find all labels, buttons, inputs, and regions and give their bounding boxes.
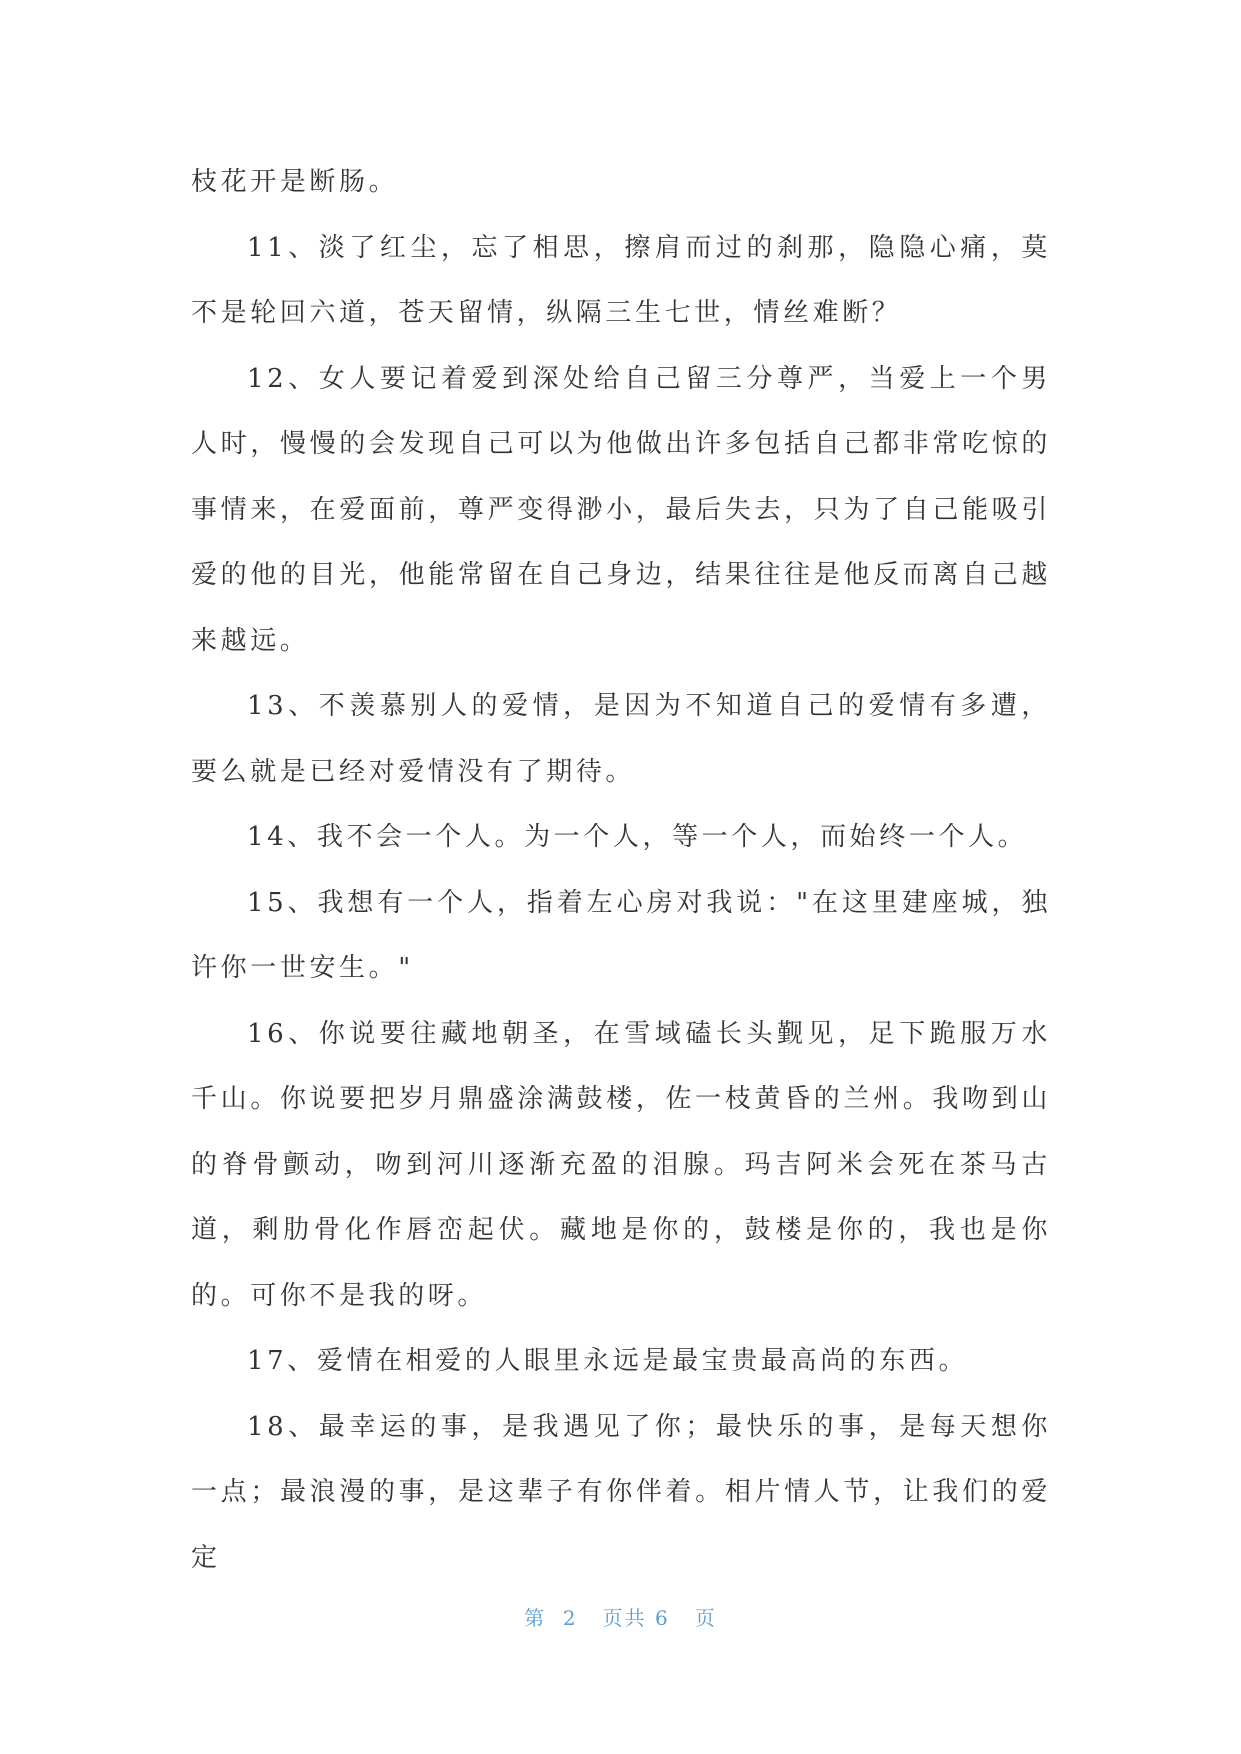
- paragraph: 16、你说要往藏地朝圣，在雪域磕长头觐见，足下跪服万水千山。你说要把岁月鼎盛涂满鼓楼，佐一枝黄昏的兰州。我吻到山的脊骨颤动，吻到河川逐渐充盈的泪腺。玛吉阿米会死在茶马古道，剩肋骨化作唇峦起伏。藏地是你的，鼓楼是你的，我也是你的。可你不是我的呀。: [191, 1018, 1051, 1311]
- paragraph: 17、爱情在相爱的人眼里永远是最宝贵最高尚的东西。: [247, 1346, 969, 1376]
- document-body: [191, 150, 1051, 1591]
- paragraph: 11、淡了红尘，忘了相思，擦肩而过的刹那，隐隐心痛，莫不是轮回六道，苍天留情，纵隔三生七世，情丝难断？: [191, 232, 1051, 328]
- paragraph: 14、我不会一个人。为一个人，等一个人，而始终一个人。: [247, 822, 1028, 852]
- paragraph: 15、我想有一个人，指着左心房对我说："在这里建座城，独许你一世安生。": [191, 887, 1051, 983]
- paragraph: 枝花开是断肠。: [191, 167, 399, 197]
- paragraph: 18、最幸运的事，是我遇见了你；最快乐的事，是每天想你一点；最浪漫的事，是这辈子有你伴着。相片情人节，让我们的爱定: [191, 1411, 1051, 1573]
- paragraph: 12、女人要记着爱到深处给自己留三分尊严，当爱上一个男人时，慢慢的会发现自己可以为他做出许多包括自己都非常吃惊的事情来，在爱面前，尊严变得渺小，最后失去，只为了自己能吸引爱的他的目光，他能常留在自己身边，结果往往是他反而离自己越来越远。: [191, 363, 1051, 656]
- page-number-footer: 第 2 页共 6 页: [524, 1606, 717, 1630]
- paragraph: 13、不羡慕别人的爱情，是因为不知道自己的爱情有多遭，要么就是已经对爱情没有了期待。: [191, 691, 1051, 787]
